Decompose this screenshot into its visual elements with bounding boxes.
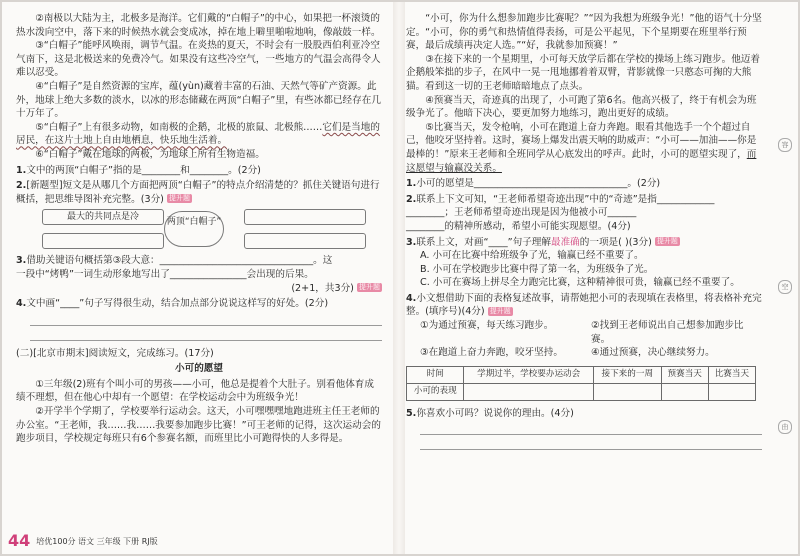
passage-paragraph: ②南极以大陆为主，北极多是海洋。它们戴的“白帽子”的中心，如果把一杯滚烫的热水泼向空中，落下来的时候热水就会变成冰，掉在地上噼里啪啦地响，像敲鼓一样。 [16,13,381,38]
table-row [407,383,756,400]
mind-map-box-blank[interactable] [244,209,366,225]
question-1: 1.小可的愿望是________________________________。(2分) [406,178,661,190]
table-header: 时间 [407,366,464,383]
mind-map-center: 两顶“白帽子” [164,211,224,247]
difficulty-badge: 提升题 [489,306,511,315]
passage-paragraph: ⑥“白帽子”戴在地球的两极，为地球上所有生物造福。 [35,148,265,160]
option-a[interactable]: A. 小可在比赛中给班级争了光，输赢已经不重要了。 [420,250,644,262]
option-b[interactable]: B. 小可在学校跑步比赛中得了第一名，为班级争了光。 [420,263,654,275]
question-3-score: (2+1，共3分) 提升题 [291,282,380,294]
question-2: 2.[新题型]短文是从哪几个方面把两顶“白帽子”的特点介绍清楚的？抓住关键语句进行概括，把思维导图补充完整。(3分) 提升题 [16,180,380,205]
page-gutter [393,2,405,554]
difficulty-badge: 提升题 [168,194,190,203]
mind-map-box-blank[interactable] [42,233,164,249]
passage-paragraph: ④“白帽子”是自然资源的宝库，蕴(yùn)藏着丰富的石油、天然气等矿产资源。此外，地球上绝大多数的淡水，以冰的形态储藏在两顶“白帽子”里，有些冰都已经存在几十万年了。 [16,80,381,120]
page-number: 44 [8,531,31,550]
table-row-label: 小可的表现 [407,383,464,400]
table-cell-blank[interactable] [464,383,593,400]
difficulty-badge: 提升题 [359,283,380,291]
emphasis-text: 最准确 [551,236,580,248]
table-header-row [407,366,756,383]
option-c[interactable]: C. 小可在赛场上拼尽全力跑完比赛，这种精神很可贵，输赢已经不重要了。 [420,277,740,289]
option-item: ③在跑道上奋力奔跑，咬牙坚持。 [420,347,563,359]
story-title: 小可的愿望 [175,363,223,375]
question-2: 2.联系上下文可知，“王老师希望奇迹出现”中的“奇迹”是指____________ [406,193,715,205]
answer-line[interactable] [420,422,762,435]
passage-paragraph: ⑤“白帽子”上有很多动物，如南极的企鹅，北极的旅鼠、北极熊……它们是当地的居民，在这片土地上自由地栖息，快乐地生活着。 [16,121,380,147]
table-header: 比赛当天 [708,366,755,383]
right-page [406,12,762,452]
question-5: 5.你喜欢小可吗？说说你的理由。(4分) [406,407,574,419]
source-tag: [北京市期末] [33,347,89,359]
mind-map-box-blank[interactable] [244,233,366,249]
question-type-tag: [新题型] [26,180,63,192]
question-3: 3.借助关键语句概括第③段大意：________________________________。这 [16,255,333,267]
story-paragraph: “小可，你为什么想参加跑步比赛呢？”“因为我想为班级争光！”他的语气十分坚定。“小可，你的勇气和热情值得表扬，可是公平起见，下个星期要在班里举行预赛，最后成绩再决定人选。”“好，我就参加预赛！” [406,13,762,52]
question-2-cont: ________；王老师希望奇迹出现是因为他被小可______ [406,207,637,219]
story-table [406,366,756,401]
option-item: ①为通过预赛，每天练习跑步。 [420,320,554,332]
question-3-cont: 一段中“烤鸭”一词生动形象地写出了________________会出现的后果。 [16,268,314,280]
question-1: 1.文中的两顶“白帽子”指的是________和________。(2分) [16,164,261,176]
story-paragraph: ②开学半个学期了，学校要举行运动会。这天，小可嘿嘿嘿地跑进班主任王老师的办公室。“王老师，我……我……我要参加跑步比赛！”可王老师的记得，这次运动会的跑步项目，学校规定每班只有6个参赛名额，而班里比小可跑得快的人多得是。 [16,406,381,445]
mind-map [16,209,382,251]
question-4: 4.文中画“____”句子写得很生动，结合加点部分说说这样写的好处。(2分) [16,298,329,310]
wavy-underlined-sentence: 它们是当地的居民，在这片土地上自由地栖息，快乐地生活着。 [16,121,380,147]
side-marker: 容 [778,138,792,152]
table-header: 预赛当天 [661,366,708,383]
side-marker: 空 [778,280,792,294]
table-cell-blank[interactable] [661,383,708,400]
difficulty-badge: 提升题 [656,237,678,245]
passage-paragraph: ③“白帽子”能呼风唤雨，调节气温。在炎热的夏天，不时会有一股股西伯利亚冷空气南下，这是北极送来的免费冷气。如果没有这些冷空气，一些地方的气温会高得令人难以忍受。 [16,40,381,79]
table-header: 接下来的一周 [593,366,661,383]
table-cell-blank[interactable] [593,383,661,400]
page-footer: 44 培优100分 语文 三年级 下册 RJ版 [8,531,158,550]
table-header: 学期过半，学校要办运动会 [464,366,593,383]
option-item: ④通过预赛，决心继续努力。 [591,347,715,359]
answer-line[interactable] [420,437,762,450]
mind-map-box-filled: 最大的共同点是冷 [42,209,164,225]
answer-line[interactable] [30,313,382,326]
question-4: 4.小文想借助下面的表格复述故事，请帮她把小可的表现填在表格里，将表格补充完整。(填序号)(4分) 提升题 [406,292,762,318]
section-2-header: (二)[北京市期末]阅读短文，完成练习。(17分) [16,347,214,359]
worksheet-spread [2,2,798,554]
side-marker: 由 [778,420,792,434]
story-paragraph: ④预赛当天，奇迹真的出现了，小可跑了第6名。他高兴极了，终于有机会为班级争光了。他暗下决心，要更加努力地练习，跑出更好的成绩。 [406,94,757,120]
question-3: 3.联系上文，对画“____”句子理解最准确的一项是( )(3分) 提升题 [406,236,678,248]
story-paragraph: ③在接下来的一个星期里，小可每天放学后都在学校的操场上练习跑步。他迈着企鹅般笨拙的步子，在风中一晃一甩地挪着着双臂，背影就像一只憨态可掬的大熊猫。看到这一切的王老师暗暗地点了点头。 [406,53,760,92]
left-page [16,12,382,446]
option-item: ②找到王老师说出自己想参加跑步比赛。 [591,320,744,345]
question-2-cont: ________的精神所感动，希望小可能实现愿望。(4分) [406,220,631,232]
answer-line[interactable] [30,328,382,341]
story-paragraph: ⑤比赛当天，发令枪响，小可在跑道上奋力奔跑。眼看其他选手一个个超过自己，他咬牙坚持着。这时，赛场上爆发出震天响的助威声：“小可——加油——你是最棒的！”原来王老师和全班同学从心底发出的呼声。此时，小可的愿望实现了，而这愿望与输赢没关系。 [406,121,757,174]
option-list [406,319,762,360]
story-paragraph: ①三年级(2)班有个叫小可的男孩——小可，他总是提着个大肚子。别看他体育成绩不理想，但在他心中却有一个愿望：在学校运动会中为班级争光！ [16,378,374,404]
table-cell-blank[interactable] [708,383,755,400]
underlined-sentence: 而这愿望与输赢没关系。 [406,148,757,174]
